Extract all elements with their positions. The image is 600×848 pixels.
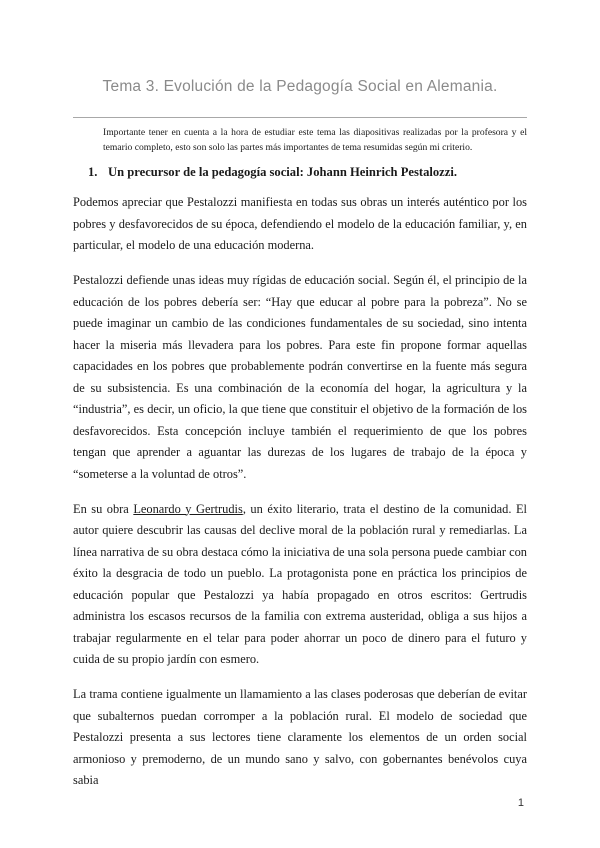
section-title: Un precursor de la pedagogía social: Johann Heinrich Pestalozzi.	[108, 165, 458, 179]
paragraph-3-rest: , un éxito literario, trata el destino de la comunidad. El autor quiere descubrir las causas del declive moral de la población rural y remediarlas. La línea narrativa de su obra destaca cómo la iniciativa de una sola persona puede cambiar con éxito la desgracia de todo un pueblo. La protagonista pone en práctica los principios de educación popular que Pestalozzi ya había propagado en otros escritos: Gertrudis administra los escasos recursos de la familia con extrema austeridad, obliga a sus hijos a trabajar regularmente en el telar para poder ahorrar un poco de dinero para el futuro y cuida de su propio jardín con esmero.	[73, 501, 527, 666]
title-divider	[73, 117, 527, 118]
section-heading	[88, 165, 528, 180]
study-note: Importante tener en cuenta a la hora de estudiar este tema las diapositivas realizadas por la profesora y el temario completo, esto son solo las partes más importantes de tema resumidas según mi criterio.	[103, 127, 527, 153]
paragraph-3-lead: En su obra	[73, 501, 134, 516]
body-text	[73, 192, 527, 805]
paragraph-1: Podemos apreciar que Pestalozzi manifiesta en todas sus obras un interés auténtico por los pobres y desfavorecidos de su época, defendiendo el modelo de la educación familiar, y, en particular, el modelo de una educación moderna.	[73, 195, 527, 252]
paragraph-2: Pestalozzi defiende unas ideas muy rígidas de educación social. Según él, el principio de la educación de los pobres debería ser: “Hay que educar al pobre para la pobreza”. No se puede imaginar un cambio de las condiciones fundamentales de su sociedad, sino intenta hacer la miseria más llevadera para los pobres. Para este fin propone formar aquellas capacidades en los pobres que probablemente podrán convertirse en la fuente más segura de su subsistencia. Es una combinación de la economía del hogar, la agricultura y la “industria”, es decir, un oficio, la que tiene que constituir el objetivo de la formación de los desfavorecidos. Esta concepción incluye también el requerimiento de que los pobres tengan que aprender a aguantar las durezas de los lugares de trabajo de la época y “someterse a la voluntad de otros”.	[73, 273, 527, 481]
section-number: 1.	[88, 165, 98, 179]
document-title: Tema 3. Evolución de la Pedagogía Social en Alemania.	[102, 78, 498, 95]
paragraph-4: La trama contiene igualmente un llamamiento a las clases poderosas que deberían de evitar que subalternos puedan corromper a la población rural. El modelo de sociedad que Pestalozzi presenta a sus lectores tiene claramente los elementos de un orden social armonioso y premoderno, de un mundo sano y salvo, con gobernantes benévolos cuya sabia	[73, 687, 527, 787]
book-title-link: Leonardo y Gertrudis	[133, 501, 243, 516]
paragraph-3	[73, 499, 527, 671]
page-number: 1	[517, 797, 524, 809]
